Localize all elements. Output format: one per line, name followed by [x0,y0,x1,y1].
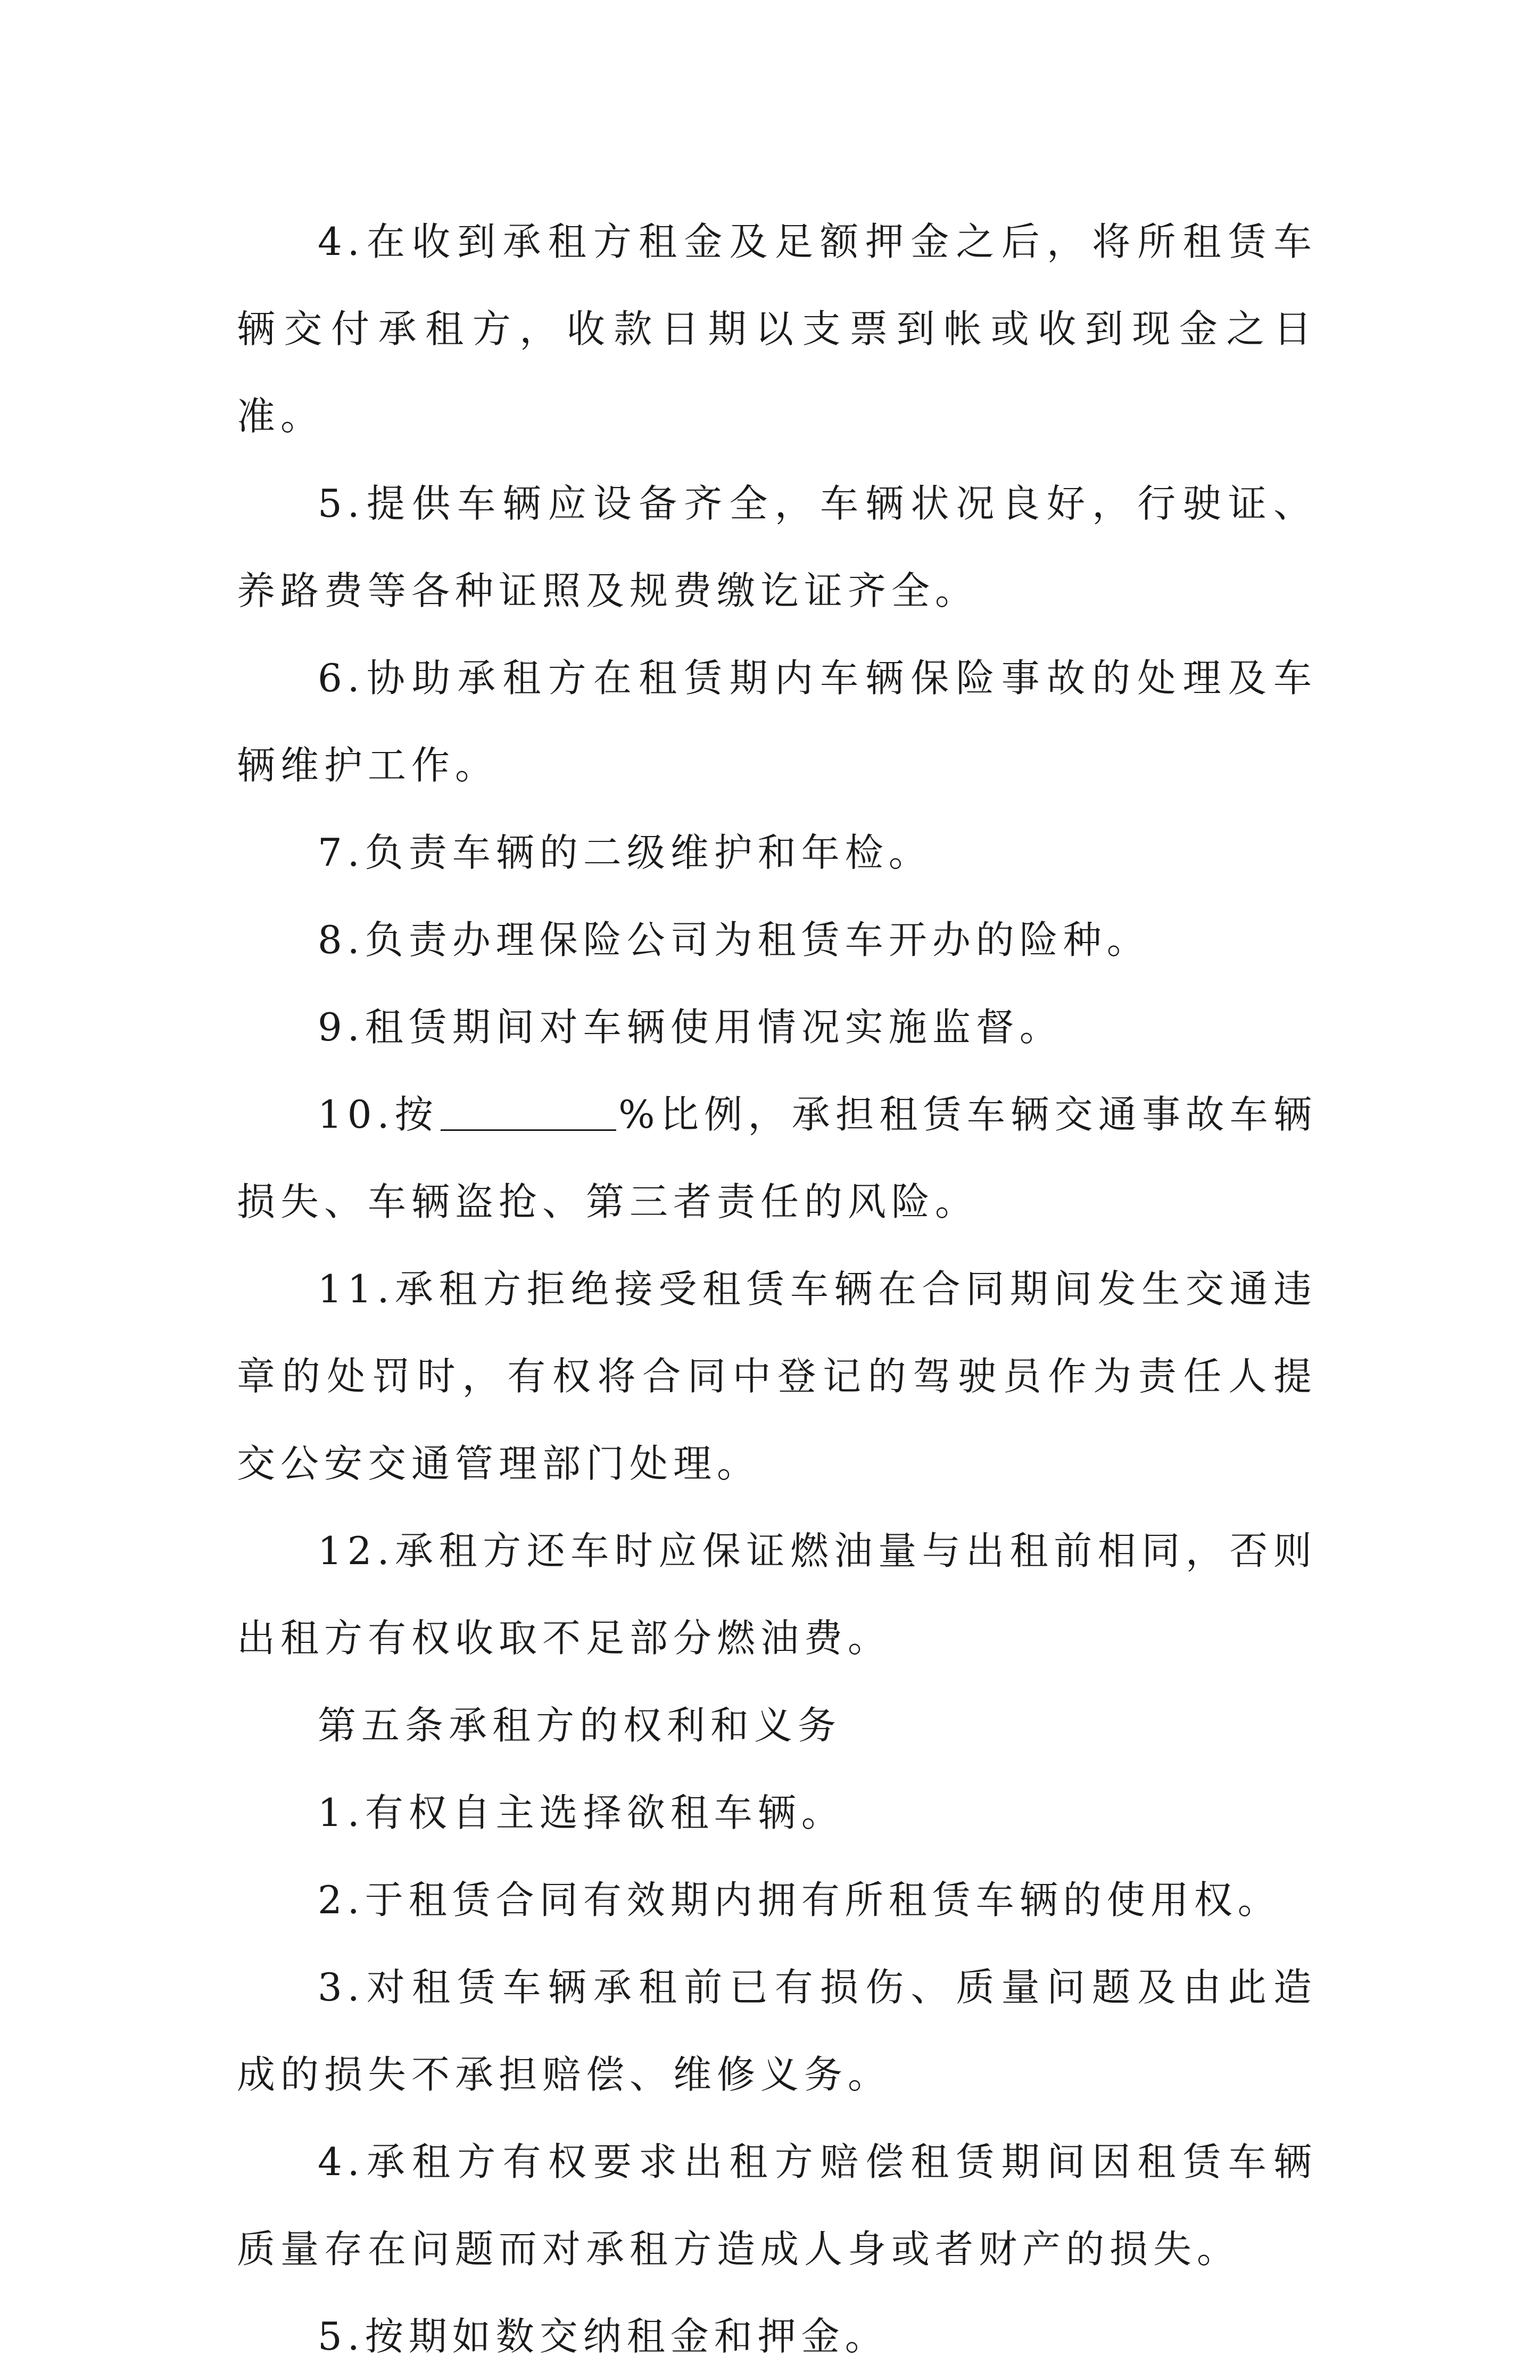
clause-paragraph: 5.按期如数交纳租金和押金。 [318,2314,889,2359]
clause-paragraph: 11.承租方拒绝接受租赁车辆在合同期间发生交通违章的处罚时，有权将合同中登记的驾驶员作为责任人提交公安交通管理部门处理。 [237,1267,1317,1486]
clause-paragraph: 4.在收到承租方租金及足额押金之后，将所租赁车辆交付承租方，收款日期以支票到帐或收到现金之日准。 [237,219,1317,439]
clause-paragraph: 9.租赁期间对车辆使用情况实施监督。 [318,1005,1063,1049]
clause-paragraph: 3.对租赁车辆承租前已有损伤、质量问题及由此造成的损失不承担赔偿、维修义务。 [237,1965,1317,2097]
clause-paragraph: 6.协助承租方在租赁期内车辆保险事故的处理及车辆维护工作。 [237,656,1317,788]
document-body [237,198,1317,2380]
clause-paragraph: 1.有权自主选择欲租车辆。 [318,1790,845,1835]
clause-paragraph: 7.负责车辆的二级维护和年检。 [318,830,932,875]
clause-paragraph: 12.承租方还车时应保证燃油量与出租前相同，否则出租方有权收取不足部分燃油费。 [237,1528,1317,1660]
clause-suffix: %比例，承担租赁车辆交通事故车辆损失、车辆盗抢、第三者责任的风险。 [237,1092,1317,1224]
clause-paragraph: 5.提供车辆应设备齐全，车辆状况良好，行驶证、养路费等各种证照及规费缴讫证齐全。 [237,481,1317,613]
clause-paragraph: 2.于租赁合同有效期内拥有所租赁车辆的使用权。 [318,1878,1281,1922]
clause-paragraph: 4.承租方有权要求出租方赔偿租赁期间因租赁车辆质量存在问题而对承租方造成人身或者财产的损失。 [237,2139,1317,2271]
clause-paragraph: 8.负责办理保险公司为租赁车开办的险种。 [318,918,1150,962]
clause-paragraph-with-blank [237,1071,1317,1245]
fill-in-blank [441,1097,616,1131]
clause-prefix: 10.按 [318,1092,439,1137]
section-heading: 第五条承租方的权利和义务 [318,1703,842,1748]
